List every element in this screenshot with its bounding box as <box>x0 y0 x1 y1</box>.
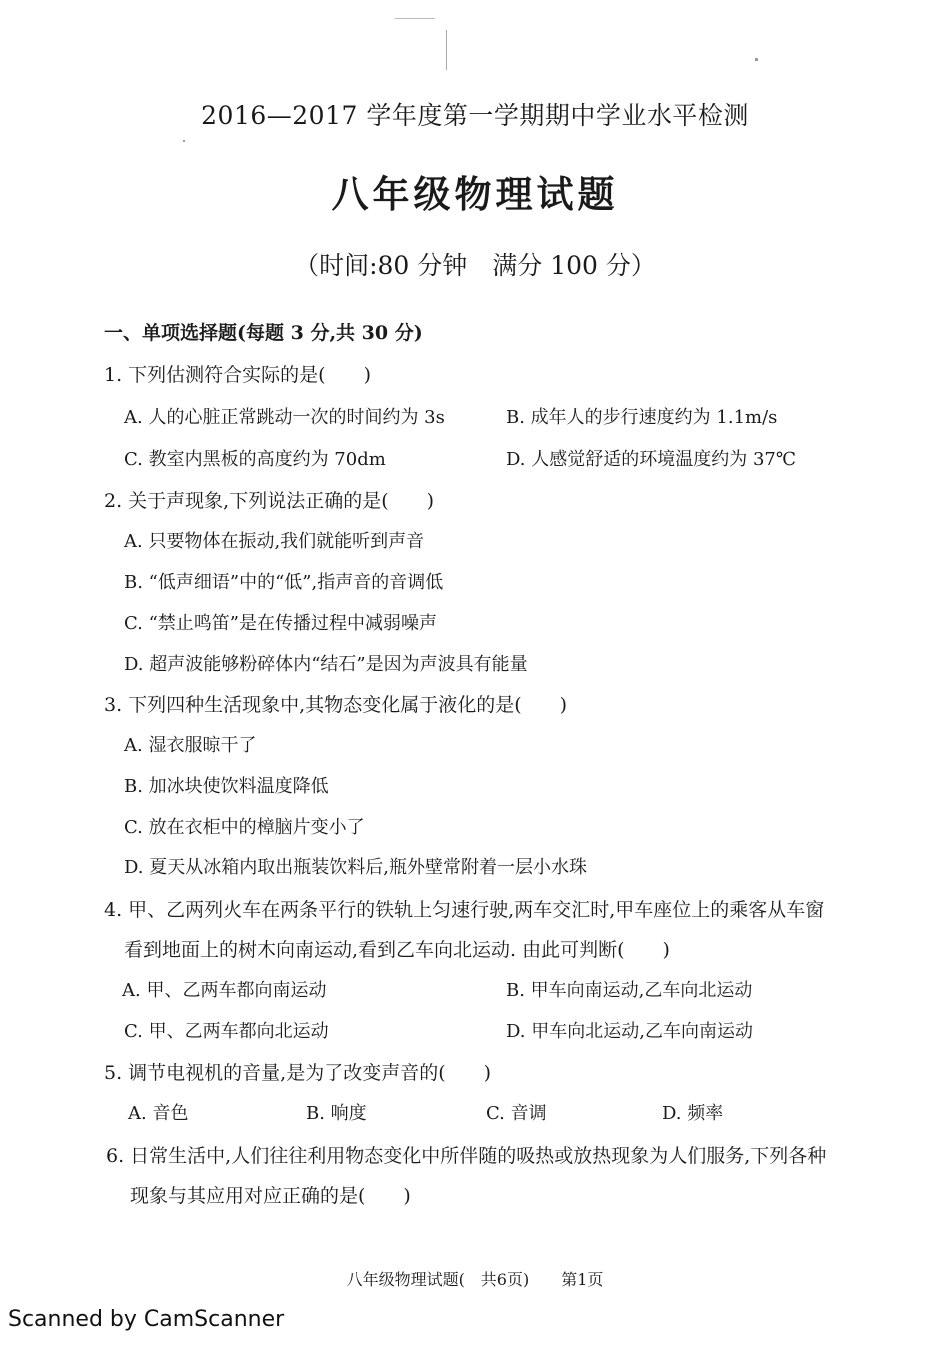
question-4-stem-line-1: 4. 甲、乙两列火车在两条平行的铁轨上匀速行驶,两车交汇时,甲车座位上的乘客从车窗 <box>104 899 825 921</box>
page-footer: 八年级物理试题( 共6页) 第1页 <box>346 1270 604 1289</box>
question-4-option-c: C. 甲、乙两车都向北运动 <box>124 1021 329 1042</box>
question-1-option-a: A. 人的心脏正常跳动一次的时间约为 3s <box>124 407 445 428</box>
question-3-stem: 3. 下列四种生活现象中,其物态变化属于液化的是( ) <box>104 694 568 716</box>
scan-speck <box>446 30 447 70</box>
exam-title: 八年级物理试题 <box>331 172 619 216</box>
question-1-option-d: D. 人感觉舒适的环境温度约为 37℃ <box>506 449 796 470</box>
question-3-option-d: D. 夏天从冰箱内取出瓶装饮料后,瓶外壁常附着一层小水珠 <box>124 857 587 878</box>
question-5-option-b: B. 响度 <box>306 1103 367 1124</box>
question-2-option-b: B. “低声细语”中的“低”,指声音的音调低 <box>124 572 444 593</box>
exam-time-info: （时间:80 分钟 满分 100 分） <box>294 251 656 280</box>
question-5-stem: 5. 调节电视机的音量,是为了改变声音的( ) <box>104 1062 492 1084</box>
question-4-option-b: B. 甲车向南运动,乙车向北运动 <box>506 980 753 1001</box>
question-4-stem-line-2: 看到地面上的树木向南运动,看到乙车向北运动. 由此可判断( ) <box>124 939 670 961</box>
school-year-heading: 2016—2017 学年度第一学期期中学业水平检测 <box>201 101 749 130</box>
question-2-option-a: A. 只要物体在振动,我们就能听到声音 <box>124 531 425 552</box>
question-5-option-a: A. 音色 <box>128 1103 189 1124</box>
question-1-stem: 1. 下列估测符合实际的是( ) <box>104 364 371 386</box>
question-2-option-d: D. 超声波能够粉碎体内“结石”是因为声波具有能量 <box>124 654 528 675</box>
question-3-option-c: C. 放在衣柜中的樟脑片变小了 <box>124 817 365 838</box>
section-heading: 一、单项选择题(每题 3 分,共 30 分) <box>104 322 423 344</box>
scan-speck <box>755 58 758 61</box>
question-6-stem-line-1: 6. 日常生活中,人们往往利用物态变化中所伴随的吸热或放热现象为人们服务,下列各种 <box>106 1145 827 1167</box>
question-4-option-a: A. 甲、乙两车都向南运动 <box>122 980 327 1001</box>
scan-speck <box>183 140 185 142</box>
question-3-option-b: B. 加冰块使饮料温度降低 <box>124 776 329 797</box>
question-2-stem: 2. 关于声现象,下列说法正确的是( ) <box>104 490 435 512</box>
scan-speck <box>395 18 435 19</box>
question-5-option-d: D. 频率 <box>662 1103 724 1124</box>
question-6-stem-line-2: 现象与其应用对应正确的是( ) <box>130 1185 411 1207</box>
scanner-watermark: Scanned by CamScanner <box>8 1307 285 1332</box>
question-3-option-a: A. 湿衣服晾干了 <box>124 735 257 756</box>
question-1-option-c: C. 教室内黑板的高度约为 70dm <box>124 449 386 470</box>
question-5-option-c: C. 音调 <box>486 1103 547 1124</box>
question-2-option-c: C. “禁止鸣笛”是在传播过程中减弱噪声 <box>124 613 437 634</box>
question-4-option-d: D. 甲车向北运动,乙车向南运动 <box>506 1021 753 1042</box>
question-1-option-b: B. 成年人的步行速度约为 1.1m/s <box>506 407 778 428</box>
